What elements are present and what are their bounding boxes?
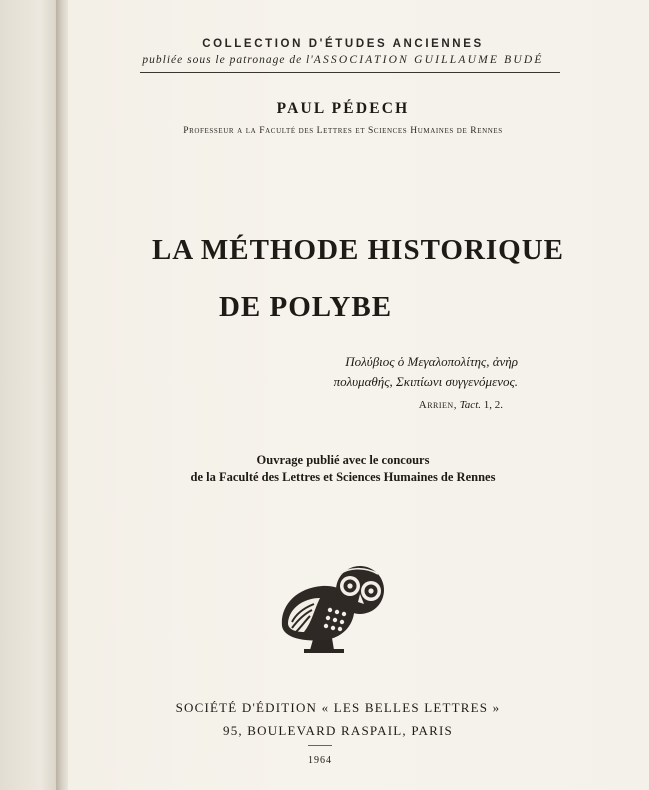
support-line-1: Ouvrage publié avec le concours xyxy=(256,453,430,467)
header-rule xyxy=(140,72,560,73)
patronage-line xyxy=(128,54,558,66)
epigraph-source xyxy=(298,399,503,411)
epigraph-line-1: Πολύβιος ὁ Μεγαλοπολίτης, ἀνὴρ xyxy=(345,354,518,369)
epigraph-line-2: πολυμαθής, Σκιπίωνι συγγενόμενος. xyxy=(333,374,518,389)
previous-page-edge xyxy=(0,0,58,790)
author-name: PAUL PÉDECH xyxy=(276,100,410,117)
owl-icon xyxy=(274,558,394,658)
epigraph-source-number: 1, 2. xyxy=(483,399,503,411)
series-title: COLLECTION D'ÉTUDES ANCIENNES xyxy=(202,38,484,50)
support-line-2: de la Faculté des Lettres et Sciences Humaines de Rennes xyxy=(190,470,496,484)
support-notice xyxy=(108,452,578,486)
book-title-line-2: DE POLYBE xyxy=(218,291,393,323)
epigraph-source-author: Arrien, xyxy=(418,399,457,411)
patronage-prefix: publiée sous le patronage de l' xyxy=(142,54,314,66)
book-title-line-1: LA MÉTHODE HISTORIQUE xyxy=(151,234,565,266)
year-rule xyxy=(308,745,332,746)
publisher-name: SOCIÉTÉ D'ÉDITION « LES BELLES LETTRES » xyxy=(175,700,501,715)
publisher-address: 95, BOULEVARD RASPAIL, PARIS xyxy=(223,723,453,738)
greek-epigraph xyxy=(298,352,518,392)
author-affiliation: Professeur a la Faculté des Lettres et Sciences Humaines de Rennes xyxy=(183,126,503,136)
patronage-organization: ASSOCIATION GUILLAUME BUDÉ xyxy=(313,54,544,66)
epigraph-source-work: Tact. xyxy=(459,399,481,411)
publication-year: 1964 xyxy=(308,755,332,766)
title-page xyxy=(68,0,649,790)
